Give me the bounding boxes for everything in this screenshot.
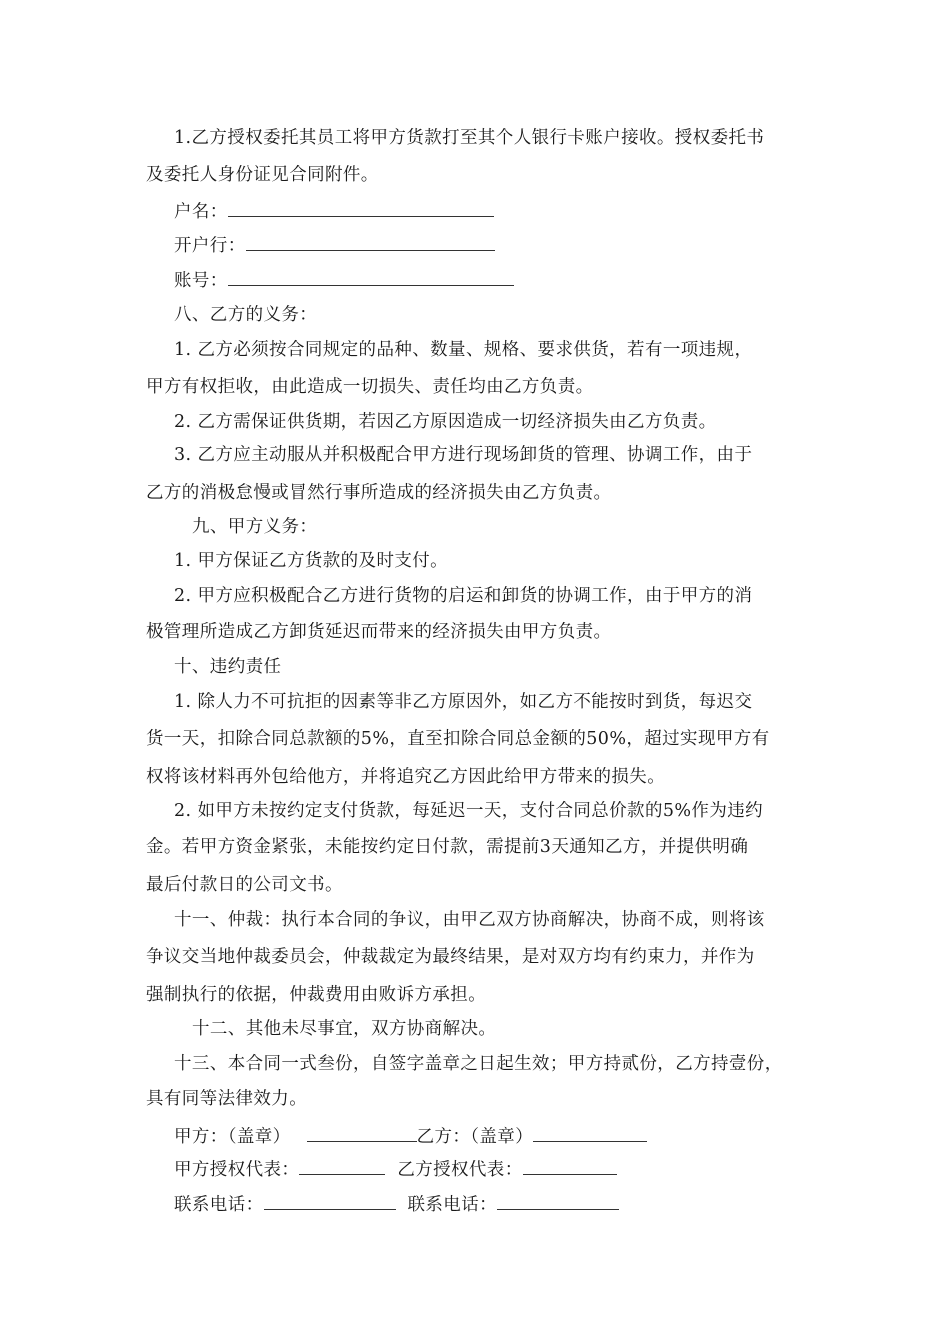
clause10-item1-line2: 货一天，扣除合同总款额的5%，直至扣除合同总金额的50%，超过实现甲方有 bbox=[146, 729, 770, 749]
clause9-item1: 1. 甲方保证乙方货款的及时支付。 bbox=[174, 551, 449, 571]
clause9-item2-line1: 2. 甲方应积极配合乙方进行货物的启运和卸货的协调工作，由于甲方的消 bbox=[174, 586, 753, 606]
account-no-row bbox=[174, 268, 514, 293]
party-b-phone-blank bbox=[497, 1192, 619, 1210]
clause13-line1: 十三、本合同一式叁份，自签字盖章之日起生效；甲方持贰份，乙方持壹份， bbox=[174, 1054, 783, 1074]
party-a-rep-label: 甲方授权代表： bbox=[174, 1160, 300, 1180]
clause8-item1-line2: 甲方有权拒收，由此造成一切损失、责任均由乙方负责。 bbox=[146, 377, 594, 397]
clause8-item1-line1: 1. 乙方必须按合同规定的品种、数量、规格、要求供货，若有一项违规， bbox=[174, 340, 753, 360]
clause11-line1: 十一、仲裁：执行本合同的争议，由甲乙双方协商解决，协商不成，则将该 bbox=[174, 910, 765, 930]
signature-row-seal bbox=[174, 1124, 647, 1149]
account-name-blank bbox=[228, 199, 494, 217]
clause8-item3-line2: 乙方的消极怠慢或冒然行事所造成的经济损失由乙方负责。 bbox=[146, 483, 612, 503]
party-a-seal-blank bbox=[307, 1124, 417, 1142]
clause10-item2-line2: 金。若甲方资金紧张，未能按约定日付款，需提前3天通知乙方，并提供明确 bbox=[146, 837, 749, 857]
signature-row-rep bbox=[174, 1157, 617, 1182]
clause9-item2-line2: 极管理所造成乙方卸货延迟而带来的经济损失由甲方负责。 bbox=[146, 622, 612, 642]
clause7-item1-line1: 1.乙方授权委托其员工将甲方货款打至其个人银行卡账户接收。授权委托书 bbox=[174, 128, 765, 148]
clause8-item2: 2. 乙方需保证供货期，若因乙方原因造成一切经济损失由乙方负责。 bbox=[174, 412, 717, 432]
clause11-line2: 争议交当地仲裁委员会，仲裁裁定为最终结果，是对双方均有约束力，并作为 bbox=[146, 947, 755, 967]
bank-blank bbox=[246, 233, 495, 251]
party-b-seal-label: 乙方：（盖章） bbox=[416, 1127, 534, 1147]
clause7-item1-line2: 及委托人身份证见合同附件。 bbox=[146, 165, 379, 185]
clause11-line3: 强制执行的依据，仲裁费用由败诉方承担。 bbox=[146, 985, 487, 1005]
clause8-item3-line1: 3. 乙方应主动服从并积极配合甲方进行现场卸货的管理、协调工作，由于 bbox=[174, 445, 753, 465]
party-b-phone-label: 联系电话： bbox=[407, 1195, 497, 1215]
clause10-item2-line1: 2. 如甲方未按约定支付货款，每延迟一天，支付合同总价款的5%作为违约 bbox=[174, 801, 764, 821]
bank-label: 开户行： bbox=[174, 236, 246, 256]
clause10-title: 十、违约责任 bbox=[174, 657, 282, 677]
account-name-row bbox=[174, 199, 494, 224]
clause8-title: 八、乙方的义务： bbox=[174, 305, 318, 325]
account-name-label: 户名： bbox=[174, 202, 228, 222]
party-b-rep-blank bbox=[523, 1157, 617, 1175]
clause10-item2-line3: 最后付款日的公司文书。 bbox=[146, 875, 343, 895]
account-no-label: 账号： bbox=[174, 271, 228, 291]
clause10-item1-line3: 权将该材料再外包给他方，并将追究乙方因此给甲方带来的损失。 bbox=[146, 767, 666, 787]
party-b-seal-blank bbox=[533, 1124, 647, 1142]
account-no-blank bbox=[228, 268, 514, 286]
party-b-rep-label: 乙方授权代表： bbox=[397, 1160, 523, 1180]
party-a-seal-label: 甲方：（盖章） bbox=[174, 1127, 291, 1147]
clause9-title: 九、甲方义务： bbox=[192, 517, 318, 537]
party-a-rep-blank bbox=[299, 1157, 385, 1175]
clause12-line1: 十二、其他未尽事宜，双方协商解决。 bbox=[192, 1019, 497, 1039]
bank-row bbox=[174, 233, 495, 258]
clause10-item1-line1: 1. 除人力不可抗拒的因素等非乙方原因外，如乙方不能按时到货，每迟交 bbox=[174, 692, 753, 712]
party-a-phone-blank bbox=[264, 1192, 396, 1210]
clause13-line2: 具有同等法律效力。 bbox=[146, 1089, 308, 1109]
signature-row-phone bbox=[174, 1192, 619, 1217]
party-a-phone-label: 联系电话： bbox=[174, 1195, 264, 1215]
